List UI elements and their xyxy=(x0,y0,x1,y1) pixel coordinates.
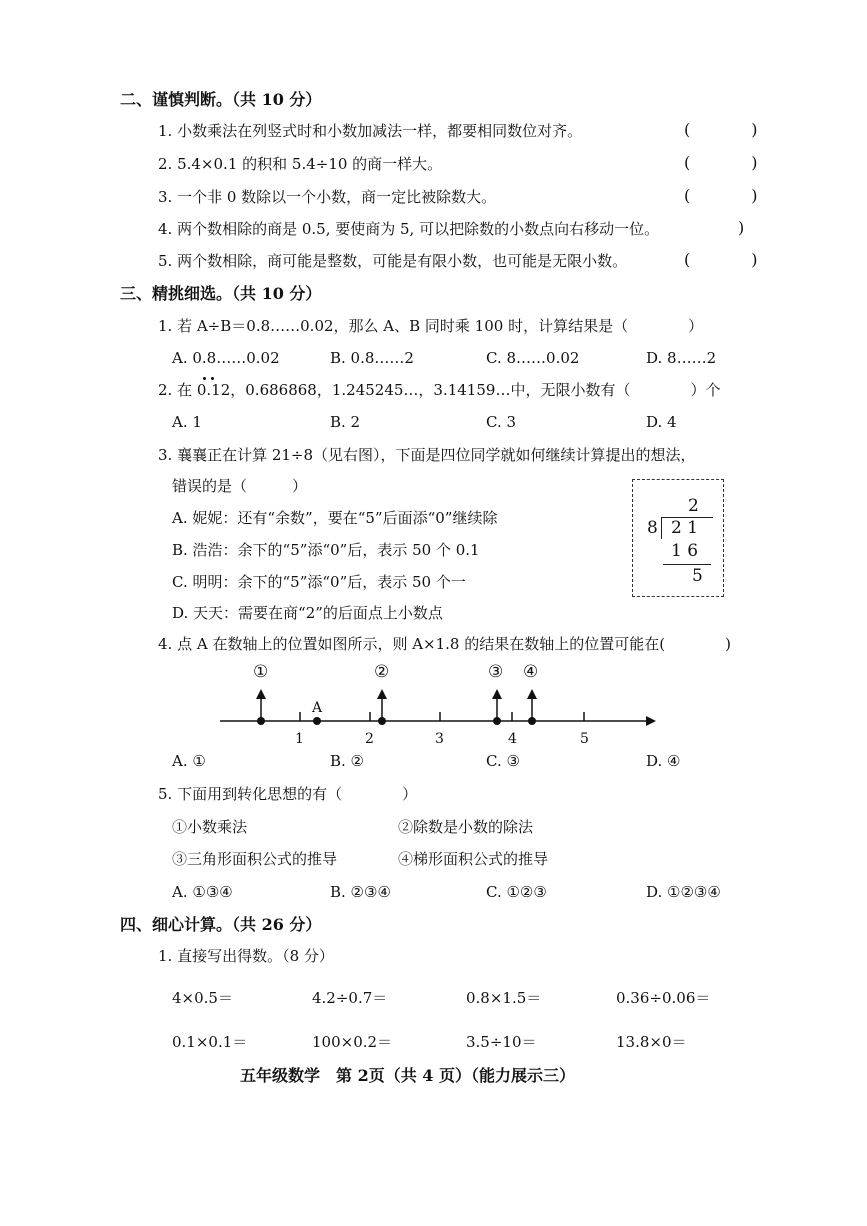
marker-2 xyxy=(377,689,387,725)
answer-paren-3[interactable]: ( ) xyxy=(684,186,758,205)
mc-q3-stem-line1: 3. 襄襄正在计算 21÷8（见右图），下面是四位同学就如何继续计算提出的想法， xyxy=(158,446,696,464)
marker-label-1: ① xyxy=(253,662,269,682)
section-4-title: 四、细心计算。（共 26 分） xyxy=(120,915,322,934)
mc-q2-stem-a: 2. 在 0. xyxy=(158,381,212,399)
tick-label-1: 1 xyxy=(295,731,304,747)
calc-r1-c2: 4.2÷0.7＝ xyxy=(312,989,388,1007)
mc-q1-option-b[interactable]: B. 0.8……2 xyxy=(330,349,414,367)
section-3-title: 三、精挑细选。（共 10 分） xyxy=(120,284,322,303)
repeating-digits: 12 xyxy=(211,381,231,399)
calc-r1-c1: 4×0.5＝ xyxy=(172,989,233,1007)
mc-q5-stem: 5. 下面用到转化思想的有（ ） xyxy=(158,785,418,803)
judge-item-5: 5. 两个数相除，商可能是整数，可能是有限小数，也可能是无限小数。 xyxy=(158,252,628,270)
tick-label-2: 2 xyxy=(365,731,374,747)
mc-q5-item-3: ③三角形面积公式的推导 xyxy=(172,850,338,868)
point-a-label: A xyxy=(312,700,323,716)
mc-q2-option-a[interactable]: A. 1 xyxy=(172,413,202,431)
mc-q2-stem xyxy=(158,380,720,400)
mc-q4-option-b[interactable]: B. ② xyxy=(330,752,365,770)
mc-q1-stem: 1. 若 A÷B＝0.8……0.02，那么 A、B 同时乘 100 时，计算结果是（ ） xyxy=(158,317,704,335)
judge-item-1: 1. 小数乘法在列竖式时和小数加减法一样，都要相同数位对齐。 xyxy=(158,122,583,140)
calc-r2-c2: 100×0.2＝ xyxy=(312,1033,393,1051)
section-2-title: 二、谨慎判断。（共 10 分） xyxy=(120,90,322,109)
calc-r2-c4: 13.8×0＝ xyxy=(616,1033,687,1051)
mc-q5-item-1: ①小数乘法 xyxy=(172,818,248,836)
page-footer: 五年级数学 第 2页（共 4 页）（能力展示三） xyxy=(240,1066,575,1085)
tick-label-5: 5 xyxy=(580,731,589,747)
answer-paren-1[interactable]: ( ) xyxy=(684,120,758,139)
division-bracket xyxy=(661,517,662,539)
tick-label-3: 3 xyxy=(435,731,444,747)
mc-q5-option-d[interactable]: D. ①②③④ xyxy=(646,883,721,901)
answer-paren-2[interactable]: ( ) xyxy=(684,153,758,172)
marker-4 xyxy=(527,689,537,725)
division-product: 1 6 xyxy=(671,541,699,561)
mc-q4-option-d[interactable]: D. ④ xyxy=(646,752,681,770)
mc-q5-option-a[interactable]: A. ①③④ xyxy=(172,883,233,901)
mc-q5-option-b[interactable]: B. ②③④ xyxy=(330,883,391,901)
calc-q1-stem: 1. 直接写出得数。（8 分） xyxy=(158,947,334,965)
judge-item-2: 2. 5.4×0.1 的积和 5.4÷10 的商一样大。 xyxy=(158,155,443,173)
answer-paren-4[interactable]: ) xyxy=(738,218,745,237)
mc-q3-option-a[interactable]: A. 妮妮：还有“余数”，要在“5”后面添“0”继续除 xyxy=(172,509,498,527)
mc-q4-option-c[interactable]: C. ③ xyxy=(486,752,520,770)
division-subtract-line xyxy=(663,564,711,565)
tick-label-4: 4 xyxy=(508,731,517,747)
marker-1 xyxy=(256,689,266,725)
number-line-arrowhead xyxy=(646,716,656,726)
judge-item-3: 3. 一个非 0 数除以一个小数，商一定比被除数大。 xyxy=(158,188,497,206)
judge-item-4: 4. 两个数相除的商是 0.5, 要使商为 5, 可以把除数的小数点向右移动一位。 xyxy=(158,220,660,238)
mc-q2-option-c[interactable]: C. 3 xyxy=(486,413,517,431)
mc-q5-item-2: ②除数是小数的除法 xyxy=(398,818,534,836)
mc-q5-item-4: ④梯形面积公式的推导 xyxy=(398,850,549,868)
mc-q3-option-d[interactable]: D. 天天：需要在商“2”的后面点上小数点 xyxy=(172,604,443,622)
calc-r1-c4: 0.36÷0.06＝ xyxy=(616,989,711,1007)
division-dividend: 2 1 xyxy=(671,518,699,538)
marker-label-3: ③ xyxy=(488,662,504,682)
division-remainder: 5 xyxy=(692,566,703,586)
calc-r1-c3: 0.8×1.5＝ xyxy=(466,989,542,1007)
calc-r2-c1: 0.1×0.1＝ xyxy=(172,1033,248,1051)
division-quotient: 2 xyxy=(688,496,699,516)
mc-q2-stem-b: ，0.686868，1.245245…，3.14159…中，无限小数有（ ）个 xyxy=(230,381,721,399)
marker-label-2: ② xyxy=(374,662,390,682)
mc-q1-option-a[interactable]: A. 0.8……0.02 xyxy=(172,349,280,367)
marker-label-4: ④ xyxy=(523,662,539,682)
mc-q3-stem-line2: 错误的是（ ） xyxy=(172,477,308,495)
point-a xyxy=(313,717,321,725)
long-division-figure xyxy=(632,479,724,597)
mc-q3-option-c[interactable]: C. 明明：余下的“5”添“0”后，表示 50 个一 xyxy=(172,573,466,591)
mc-q4-stem: 4. 点 A 在数轴上的位置如图所示，则 A×1.8 的结果在数轴上的位置可能在( ) xyxy=(158,635,731,653)
marker-3 xyxy=(492,689,502,725)
mc-q5-option-c[interactable]: C. ①②③ xyxy=(486,883,547,901)
mc-q3-option-b[interactable]: B. 浩浩：余下的“5”添“0”后，表示 50 个 0.1 xyxy=(172,541,480,559)
mc-q2-option-b[interactable]: B. 2 xyxy=(330,413,361,431)
mc-q2-option-d[interactable]: D. 4 xyxy=(646,413,677,431)
repeat-dot-2 xyxy=(211,377,214,380)
answer-paren-5[interactable]: ( ) xyxy=(684,250,758,269)
repeat-dot-1 xyxy=(203,377,206,380)
mc-q1-option-d[interactable]: D. 8……2 xyxy=(646,349,717,367)
division-divisor: 8 xyxy=(647,518,658,538)
mc-q1-option-c[interactable]: C. 8……0.02 xyxy=(486,349,580,367)
calc-r2-c3: 3.5÷10＝ xyxy=(466,1033,537,1051)
mc-q4-option-a[interactable]: A. ① xyxy=(172,752,206,770)
